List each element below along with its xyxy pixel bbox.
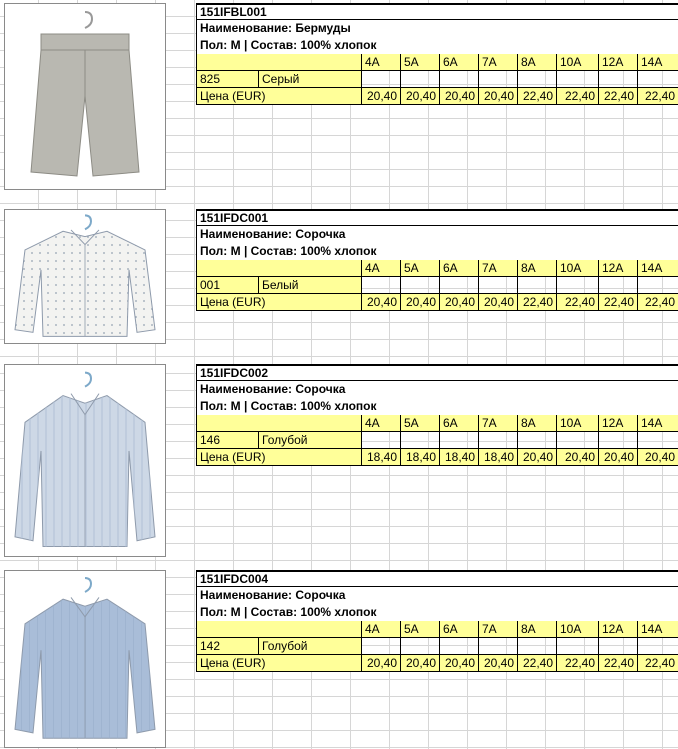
quantity-cell[interactable] <box>637 277 678 294</box>
price-cell[interactable]: 20,40 <box>400 88 439 105</box>
price-cell[interactable]: 20,40 <box>400 655 439 672</box>
product-photo <box>4 3 166 190</box>
price-cell[interactable]: 20,40 <box>439 294 478 311</box>
quantity-cell[interactable] <box>400 432 439 449</box>
price-cell[interactable]: 18,40 <box>439 449 478 466</box>
size-header[interactable]: 12A <box>598 54 637 71</box>
product-photo <box>4 364 166 557</box>
product-photo <box>4 209 166 344</box>
product-table <box>196 364 678 466</box>
price-cell[interactable]: 22,40 <box>517 655 556 672</box>
product-composition[interactable]: Пол: M | Состав: 100% хлопок <box>196 604 678 621</box>
quantity-cell[interactable] <box>478 638 517 655</box>
price-cell[interactable]: 22,40 <box>598 655 637 672</box>
price-cell[interactable]: 22,40 <box>598 88 637 105</box>
size-header[interactable]: 4A <box>361 54 400 71</box>
size-header[interactable]: 10A <box>556 54 598 71</box>
price-cell[interactable]: 18,40 <box>478 449 517 466</box>
size-header[interactable]: 6A <box>439 621 478 638</box>
price-cell[interactable]: 20,40 <box>598 449 637 466</box>
price-cell[interactable]: 22,40 <box>556 88 598 105</box>
quantity-cell[interactable] <box>556 638 598 655</box>
price-label[interactable]: Цена (EUR) <box>196 655 361 672</box>
size-header[interactable]: 8A <box>517 621 556 638</box>
size-header[interactable]: 7A <box>478 415 517 432</box>
size-header[interactable]: 12A <box>598 621 637 638</box>
quantity-cell[interactable] <box>400 638 439 655</box>
quantity-cell[interactable] <box>517 71 556 88</box>
quantity-cell[interactable] <box>556 71 598 88</box>
size-header[interactable]: 14A <box>637 54 678 71</box>
price-cell[interactable]: 22,40 <box>637 655 678 672</box>
price-cell[interactable]: 20,40 <box>478 294 517 311</box>
price-cell[interactable]: 20,40 <box>439 88 478 105</box>
price-cell[interactable]: 22,40 <box>517 294 556 311</box>
size-header[interactable]: 7A <box>478 54 517 71</box>
quantity-cell[interactable] <box>361 432 400 449</box>
product-table <box>196 3 678 105</box>
size-header[interactable]: 6A <box>439 54 478 71</box>
size-header[interactable]: 4A <box>361 260 400 277</box>
size-header[interactable]: 5A <box>400 54 439 71</box>
size-header[interactable]: 7A <box>478 621 517 638</box>
quantity-cell[interactable] <box>517 638 556 655</box>
price-cell[interactable]: 22,40 <box>637 88 678 105</box>
size-header[interactable]: 10A <box>556 260 598 277</box>
size-header[interactable]: 12A <box>598 260 637 277</box>
quantity-cell[interactable] <box>598 432 637 449</box>
size-header[interactable]: 10A <box>556 621 598 638</box>
size-header[interactable]: 8A <box>517 260 556 277</box>
price-cell[interactable]: 18,40 <box>361 449 400 466</box>
product-code[interactable]: 151IFDC001 <box>196 209 678 226</box>
size-header[interactable]: 6A <box>439 260 478 277</box>
price-cell[interactable]: 20,40 <box>361 294 400 311</box>
size-header[interactable]: 8A <box>517 415 556 432</box>
price-label[interactable]: Цена (EUR) <box>196 88 361 105</box>
color-name[interactable]: Белый <box>258 277 361 294</box>
size-header[interactable]: 8A <box>517 54 556 71</box>
price-cell[interactable]: 20,40 <box>478 655 517 672</box>
size-header[interactable]: 4A <box>361 621 400 638</box>
product-code[interactable]: 151IFDC004 <box>196 570 678 587</box>
size-header-spacer[interactable] <box>196 415 361 432</box>
product-name[interactable]: Наименование: Сорочка <box>196 226 678 243</box>
size-header[interactable]: 5A <box>400 621 439 638</box>
quantity-cell[interactable] <box>517 277 556 294</box>
quantity-cell[interactable] <box>637 432 678 449</box>
price-cell[interactable]: 18,40 <box>400 449 439 466</box>
quantity-cell[interactable] <box>556 432 598 449</box>
product-composition[interactable]: Пол: M | Состав: 100% хлопок <box>196 37 678 54</box>
color-code[interactable]: 825 <box>196 71 258 88</box>
price-cell[interactable]: 20,40 <box>517 449 556 466</box>
quantity-cell[interactable] <box>478 71 517 88</box>
color-name[interactable]: Серый <box>258 71 361 88</box>
quantity-cell[interactable] <box>439 638 478 655</box>
price-cell[interactable]: 22,40 <box>598 294 637 311</box>
price-cell[interactable]: 20,40 <box>400 294 439 311</box>
price-cell[interactable]: 20,40 <box>361 655 400 672</box>
product-code[interactable]: 151IFDC002 <box>196 364 678 381</box>
product-composition[interactable]: Пол: M | Состав: 100% хлопок <box>196 398 678 415</box>
quantity-cell[interactable] <box>517 432 556 449</box>
product-name[interactable]: Наименование: Сорочка <box>196 381 678 398</box>
quantity-cell[interactable] <box>598 638 637 655</box>
size-header[interactable]: 14A <box>637 260 678 277</box>
quantity-cell[interactable] <box>439 432 478 449</box>
product-name[interactable]: Наименование: Сорочка <box>196 587 678 604</box>
size-header[interactable]: 12A <box>598 415 637 432</box>
product-code[interactable]: 151IFBL001 <box>196 3 678 20</box>
quantity-cell[interactable] <box>637 71 678 88</box>
price-cell[interactable]: 22,40 <box>556 294 598 311</box>
color-name[interactable]: Голубой <box>258 432 361 449</box>
quantity-cell[interactable] <box>361 638 400 655</box>
quantity-cell[interactable] <box>478 277 517 294</box>
price-cell[interactable]: 20,40 <box>361 88 400 105</box>
price-cell[interactable]: 20,40 <box>556 449 598 466</box>
quantity-cell[interactable] <box>598 277 637 294</box>
quantity-cell[interactable] <box>361 277 400 294</box>
quantity-cell[interactable] <box>439 71 478 88</box>
size-header-spacer[interactable] <box>196 260 361 277</box>
price-cell[interactable]: 20,40 <box>478 88 517 105</box>
quantity-cell[interactable] <box>439 277 478 294</box>
quantity-cell[interactable] <box>598 71 637 88</box>
price-cell[interactable]: 20,40 <box>637 449 678 466</box>
price-label[interactable]: Цена (EUR) <box>196 449 361 466</box>
product-photo <box>4 570 166 748</box>
price-cell[interactable]: 22,40 <box>556 655 598 672</box>
size-header[interactable]: 5A <box>400 260 439 277</box>
quantity-cell[interactable] <box>556 277 598 294</box>
quantity-cell[interactable] <box>400 71 439 88</box>
quantity-cell[interactable] <box>637 638 678 655</box>
size-header-spacer[interactable] <box>196 621 361 638</box>
size-header-spacer[interactable] <box>196 54 361 71</box>
color-code[interactable]: 146 <box>196 432 258 449</box>
color-code[interactable]: 001 <box>196 277 258 294</box>
color-code[interactable]: 142 <box>196 638 258 655</box>
quantity-cell[interactable] <box>400 277 439 294</box>
price-cell[interactable]: 20,40 <box>439 655 478 672</box>
price-cell[interactable]: 22,40 <box>517 88 556 105</box>
size-header[interactable]: 10A <box>556 415 598 432</box>
size-header[interactable]: 7A <box>478 260 517 277</box>
size-header[interactable]: 4A <box>361 415 400 432</box>
size-header[interactable]: 14A <box>637 621 678 638</box>
color-name[interactable]: Голубой <box>258 638 361 655</box>
product-table <box>196 209 678 311</box>
product-table <box>196 570 678 672</box>
price-label[interactable]: Цена (EUR) <box>196 294 361 311</box>
quantity-cell[interactable] <box>478 432 517 449</box>
product-name[interactable]: Наименование: Бермуды <box>196 20 678 37</box>
price-cell[interactable]: 22,40 <box>637 294 678 311</box>
size-header[interactable]: 5A <box>400 415 439 432</box>
size-header[interactable]: 14A <box>637 415 678 432</box>
size-header[interactable]: 6A <box>439 415 478 432</box>
quantity-cell[interactable] <box>361 71 400 88</box>
product-composition[interactable]: Пол: M | Состав: 100% хлопок <box>196 243 678 260</box>
